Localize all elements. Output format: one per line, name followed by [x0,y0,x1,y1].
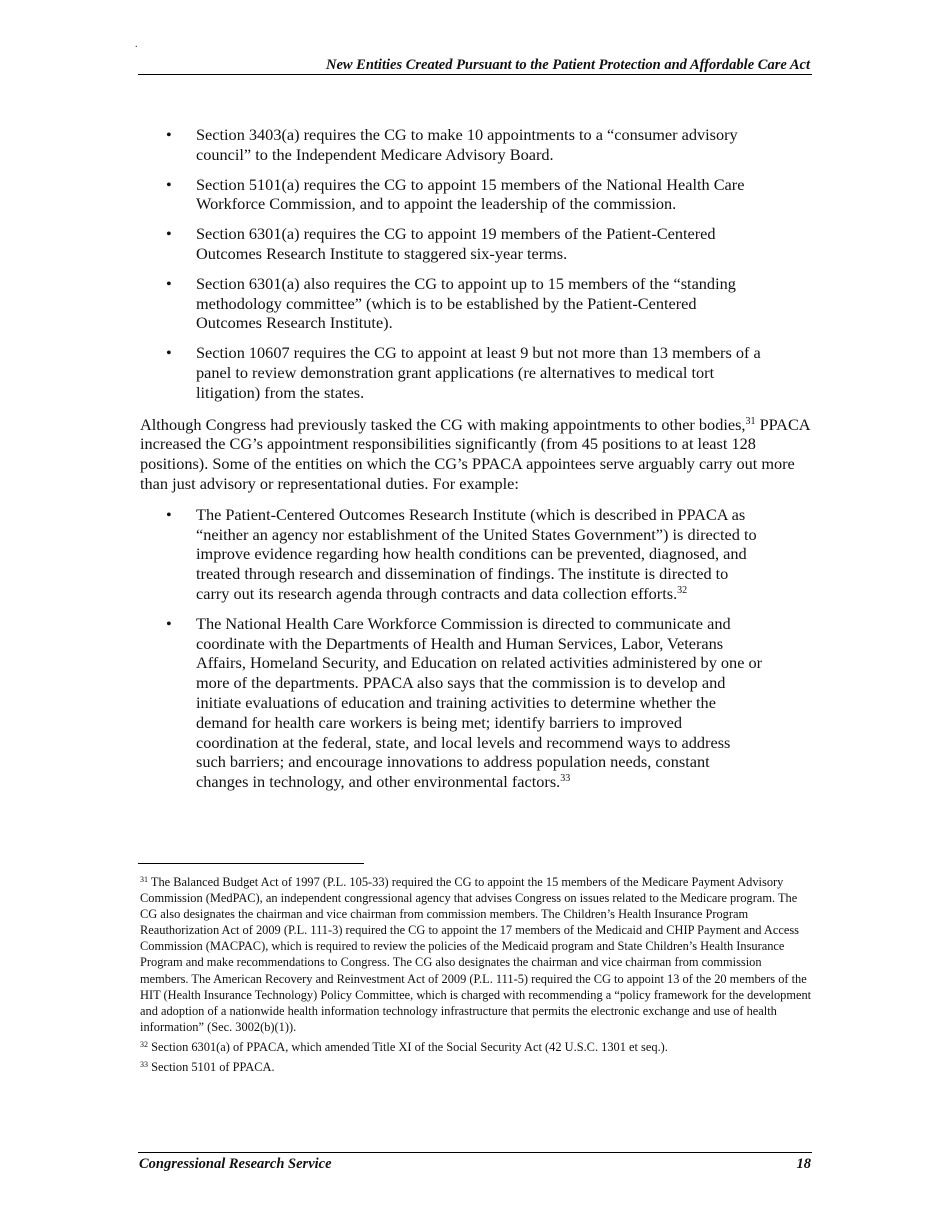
bullet-icon: • [166,273,172,293]
footnote-number: 31 [140,875,148,884]
bullet-icon: • [166,613,172,633]
list-item-text: The Patient-Centered Outcomes Research Institute (which is described in PPACA as “neither an agency nor establishment of the United States Government”) is directed to improve evidence regarding how health conditions can be prevented, diagnosed, and treated through research and dissemination of findings. The institute is directed to carry out its research agenda through contracts and data collection efforts. [196,504,757,603]
list-item [140,125,812,165]
footer-rule [138,1152,812,1153]
footer-organization: Congressional Research Service [139,1156,332,1172]
page-number: 18 [796,1156,811,1172]
paragraph-text-1: Although Congress had previously tasked the CG with making appointments to other bodies, [140,414,746,434]
footnote-ref-32[interactable]: 32 [677,584,688,596]
list-item [140,505,812,604]
list-item-text: Section 6301(a) also requires the CG to appoint up to 15 members of the “standing methodology committee” (which is to be established by the Patient-Centered Outcomes Research Institute). [196,273,736,333]
list-item-text: Section 3403(a) requires the CG to make 10 appointments to a “consumer advisory council” to the Independent Medicare Advisory Board. [196,125,738,164]
list-item-text: Section 5101(a) requires the CG to appoint 15 members of the National Health Care Workforce Commission, and to appoint the leadership of the commission. [196,174,745,214]
entity-duties-list [140,505,812,792]
footnote [140,1059,812,1075]
footnote-number: 33 [140,1060,148,1070]
list-item [140,343,812,402]
list-item [140,274,812,333]
header-rule [138,74,812,75]
footnote-text: The Balanced Budget Act of 1997 (P.L. 105-33) required the CG to appoint the 15 members of the Medicare Payment Advisory Commission (MedPAC), an independent congressional agency that advises Congress on issues related to the Medicare program. The CG also designates the chairman and vice chairman from commission members. The Children’s Health Insurance Program Reauthorization Act of 2009 (P.L. 111-3) required the CG to appoint the 17 members of the Medicaid and CHIP Payment and Access Commission (MACPAC), which is required to review the policies of the Medicaid program and State Children’s Health Insurance Program and make recommendations to Congress. The CG also designates the chairman and vice chairman from commission members. The American Recovery and Reinvestment Act of 2009 (P.L. 111-5) required the CG to appoint 13 of the 20 members of the HIT (Health Insurance Technology) Policy Committee, which is charged with recommending a “policy framework for the development and adoption of a nationwide health information technology infrastructure that permits the electronic exchange and use of health information” (Sec. 3002(b)(1)). [140,875,812,1034]
main-content [140,125,812,802]
list-item-text: Section 6301(a) requires the CG to appoint 19 members of the Patient-Centered Outcomes Research Institute to staggered six-year terms. [196,224,716,263]
bullet-icon: • [166,343,172,363]
footnote-text: Section 5101 of PPACA. [148,1060,275,1075]
footnote-text: Section 6301(a) of PPACA, which amended Title XI of the Social Security Act (42 U.S.C. 1301 et seq.). [148,1039,668,1054]
paragraph-text-2: PPACA increased the CG’s appointment responsibilities significantly (from 45 positions to at least 128 positions). Some of the entities on which the CG’s PPACA appointees serve arguably carry out more than just advisory or representational duties. For example: [140,414,810,493]
footnote-ref-33[interactable]: 33 [560,773,571,785]
running-header-title: New Entities Created Pursuant to the Patient Protection and Affordable Care Act [325,57,810,73]
footnote [140,874,812,1035]
body-paragraph [140,415,812,494]
list-item-text: The National Health Care Workforce Commission is directed to communicate and coordinate with the Departments of Health and Human Services, Labor, Veterans Affairs, Homeland Security, and Education on related activities administered by one or more of the departments. PPACA also says that the commission is to develop and initiate evaluations of education and training activities to determine whether the demand for health care workers is being met; identify barriers to improved coordination at the federal, state, and local levels and recommend ways to address such barriers; and encourage innovations to address population needs, constant changes in technology, and other environmental factors. [196,613,763,792]
footnote-ref-31[interactable]: 31 [745,415,756,427]
list-item-text: Section 10607 requires the CG to appoint at least 9 but not more than 13 members of a panel to review demonstration grant applications (re alternatives to medical tort litigation) from the states. [196,343,761,402]
list-item [140,614,812,792]
footnotes [140,874,812,1079]
header-marker: . [135,39,138,50]
footnote [140,1039,812,1055]
footnote-separator [138,863,364,864]
bullet-icon: • [166,174,172,194]
appointment-list [140,125,812,403]
bullet-icon: • [166,224,172,244]
list-item [140,224,812,264]
bullet-icon: • [166,125,172,144]
list-item [140,175,812,215]
bullet-icon: • [166,504,172,524]
footnote-number: 32 [140,1039,148,1049]
